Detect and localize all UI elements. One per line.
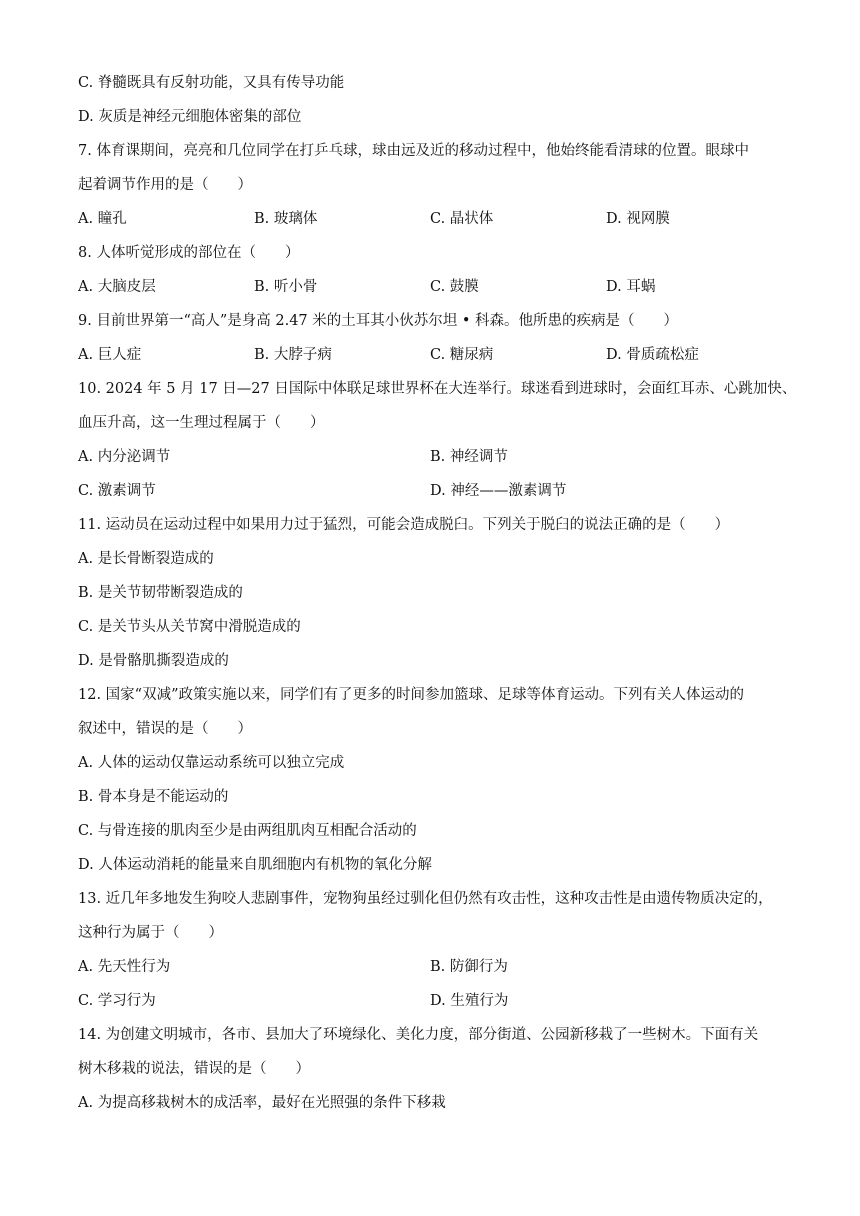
q11-option-a: A. 是长骨断裂造成的 xyxy=(78,551,214,567)
q10-option-d: D. 神经——激素调节 xyxy=(430,483,567,499)
question-12-stem: 12. 国家“双减”政策实施以来，同学们有了更多的时间参加篮球、足球等体育运动。下列有关人体运动的 xyxy=(78,687,744,703)
q13-option-a: A. 先天性行为 xyxy=(78,959,171,975)
q10-option-a: A. 内分泌调节 xyxy=(78,449,171,465)
q11-option-d: D. 是骨骼肌撕裂造成的 xyxy=(78,653,229,669)
q8-option-d: D. 耳蜗 xyxy=(606,279,656,295)
q7-option-d: D. 视网膜 xyxy=(606,211,670,227)
question-7-stem-cont: 起着调节作用的是（ ） xyxy=(78,177,252,193)
q13-option-c: C. 学习行为 xyxy=(78,993,156,1009)
question-8-stem: 8. 人体听觉形成的部位在（ ） xyxy=(78,245,300,261)
q8-option-c: C. 鼓膜 xyxy=(430,279,479,295)
q9-option-d: D. 骨质疏松症 xyxy=(606,347,699,363)
q12-option-b: B. 骨本身是不能运动的 xyxy=(78,789,229,805)
q11-option-c: C. 是关节头从关节窝中滑脱造成的 xyxy=(78,619,301,635)
q8-option-a: A. 大脑皮层 xyxy=(78,279,156,295)
q8-option-b: B. 听小骨 xyxy=(254,279,318,295)
q7-option-b: B. 玻璃体 xyxy=(254,211,318,227)
question-10-stem: 10. 2024 年 5 月 17 日—27 日国际中体联足球世界杯在大连举行。球迷看到进球时，会面红耳赤、心跳加快、 xyxy=(78,381,797,397)
q7-option-a: A. 瞳孔 xyxy=(78,211,127,227)
question-12-stem-cont: 叙述中，错误的是（ ） xyxy=(78,721,252,737)
question-14-stem-cont: 树木移栽的说法，错误的是（ ） xyxy=(78,1061,310,1077)
q9-option-c: C. 糖尿病 xyxy=(430,347,494,363)
question-13-stem: 13. 近几年多地发生狗咬人悲剧事件，宠物狗虽经过驯化但仍然有攻击性，这种攻击性是由遗传物质决定的， xyxy=(78,891,773,907)
question-9-stem: 9. 目前世界第一“高人”是身高 2.47 米的土耳其小伙苏尔坦 • 科森。他所患的疾病是（ ） xyxy=(78,313,679,329)
question-10-stem-cont: 血压升高，这一生理过程属于（ ） xyxy=(78,415,325,431)
question-14-stem: 14. 为创建文明城市，各市、县加大了环境绿化、美化力度，部分街道、公园新移栽了一些树木。下面有关 xyxy=(78,1027,759,1043)
q10-option-b: B. 神经调节 xyxy=(430,449,508,465)
q12-option-c: C. 与骨连接的肌肉至少是由两组肌肉互相配合活动的 xyxy=(78,823,417,839)
question-11-stem: 11. 运动员在运动过程中如果用力过于猛烈，可能会造成脱臼。下列关于脱臼的说法正确的是（ ） xyxy=(78,517,730,533)
q13-option-b: B. 防御行为 xyxy=(430,959,508,975)
q12-option-a: A. 人体的运动仅靠运动系统可以独立完成 xyxy=(78,755,345,771)
q11-option-b: B. 是关节韧带断裂造成的 xyxy=(78,585,243,601)
question-7-stem: 7. 体育课期间，亮亮和几位同学在打乒乓球，球由远及近的移动过程中，他始终能看清球的位置。眼球中 xyxy=(78,143,749,159)
q7-option-c: C. 晶状体 xyxy=(430,211,494,227)
q6-option-c: C. 脊髓既具有反射功能，又具有传导功能 xyxy=(78,75,345,91)
q14-option-a: A. 为提高移栽树木的成活率，最好在光照强的条件下移栽 xyxy=(78,1095,446,1111)
q13-option-d: D. 生殖行为 xyxy=(430,993,509,1009)
q10-option-c: C. 激素调节 xyxy=(78,483,156,499)
q6-option-d: D. 灰质是神经元细胞体密集的部位 xyxy=(78,109,302,125)
question-13-stem-cont: 这种行为属于（ ） xyxy=(78,925,223,941)
q12-option-d: D. 人体运动消耗的能量来自肌细胞内有机物的氧化分解 xyxy=(78,857,432,873)
q9-option-b: B. 大脖子病 xyxy=(254,347,332,363)
q9-option-a: A. 巨人症 xyxy=(78,347,142,363)
